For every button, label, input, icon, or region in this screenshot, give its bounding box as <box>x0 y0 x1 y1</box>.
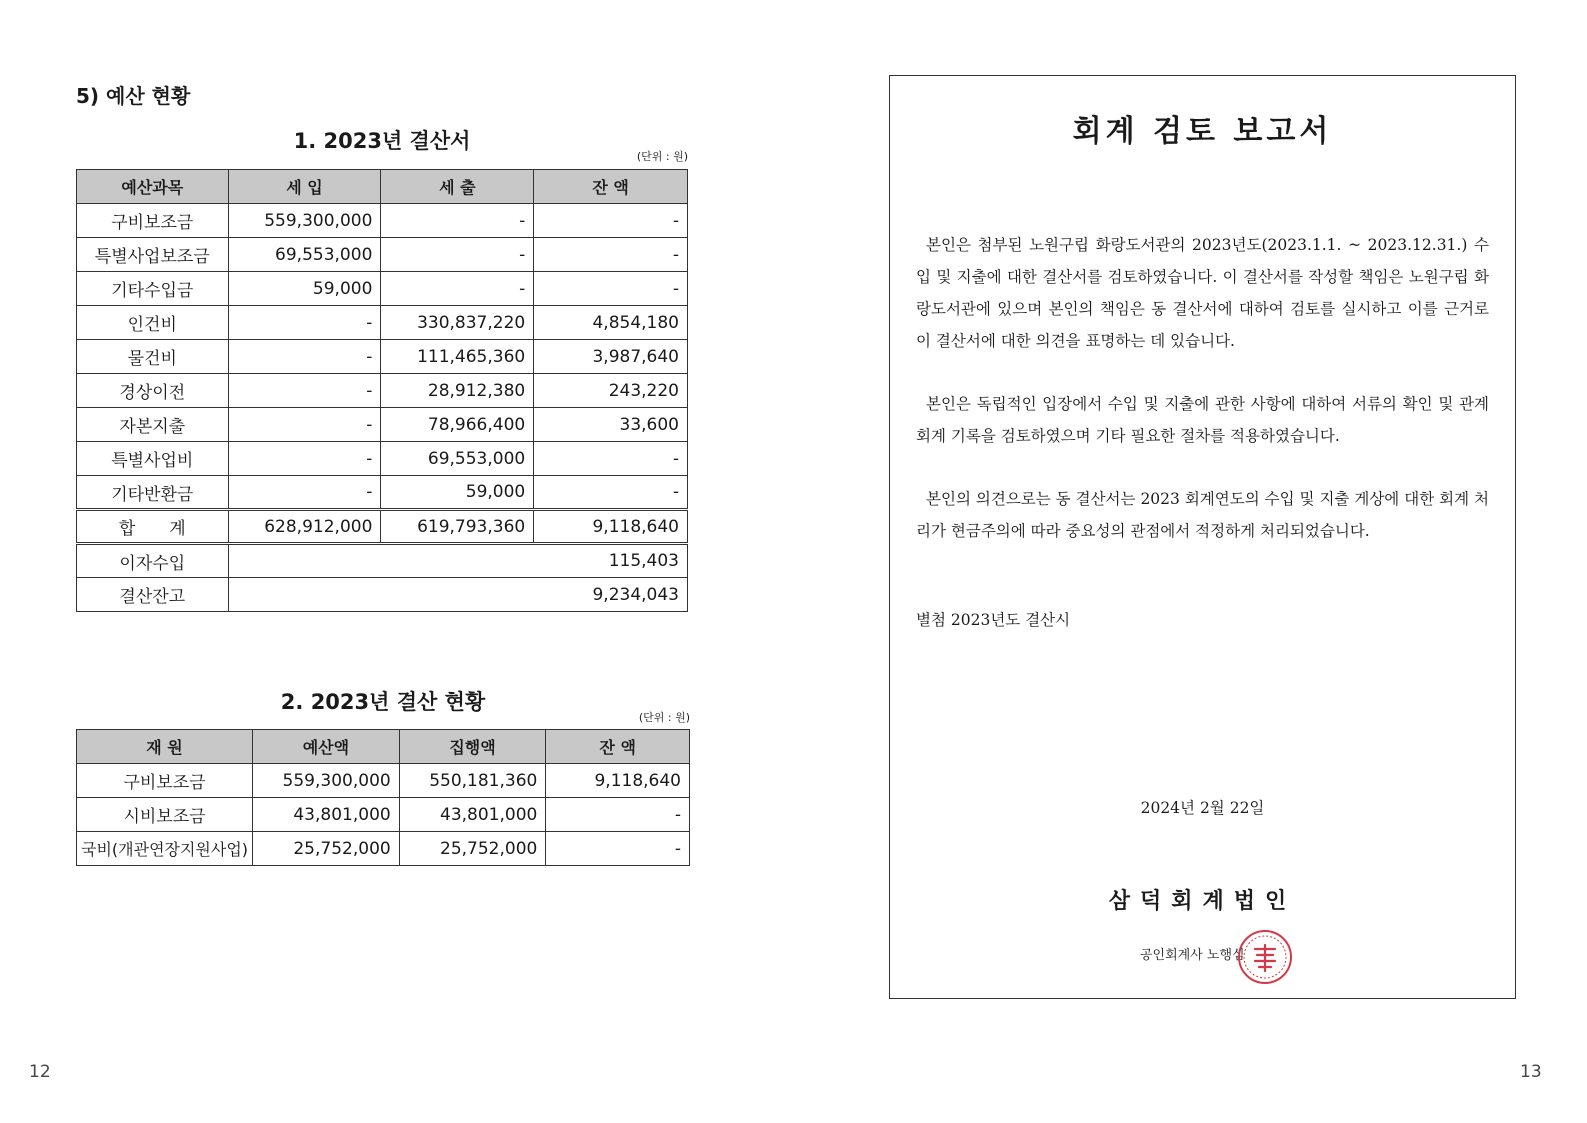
row-value: - <box>534 442 688 476</box>
interest-value: 115,403 <box>228 544 687 578</box>
row-value: - <box>534 476 688 510</box>
row-value: - <box>228 408 381 442</box>
row-value: - <box>228 374 381 408</box>
row-value: - <box>228 340 381 374</box>
table-row <box>77 272 688 306</box>
page-number-right: 13 <box>1520 1062 1542 1082</box>
row-value: 33,600 <box>534 408 688 442</box>
row-label: 물건비 <box>77 340 229 374</box>
balance-row <box>77 578 688 612</box>
row-label: 기타반환금 <box>77 476 229 510</box>
report-paragraph-3: 본인의 의견으로는 동 결산서는 2023 회계연도의 수입 및 지출 게상에 대한 회계 처리가 현금주의에 따라 중요성의 관점에서 적정하게 처리되었습니다. <box>916 490 1489 540</box>
row-value: 25,752,000 <box>253 832 400 866</box>
row-value: 59,000 <box>228 272 381 306</box>
row-value: 559,300,000 <box>253 764 400 798</box>
row-value: 43,801,000 <box>253 798 400 832</box>
header-cell: 잔 액 <box>534 170 688 204</box>
row-value: 28,912,380 <box>381 374 534 408</box>
header-cell: 잔 액 <box>546 730 690 764</box>
row-value: - <box>534 238 688 272</box>
total-expenditure: 619,793,360 <box>381 510 534 544</box>
signer-name: 공인회계사 노행심 <box>1140 948 1245 963</box>
table-row <box>77 798 690 832</box>
table-row <box>77 764 690 798</box>
balance-label: 결산잔고 <box>77 578 229 612</box>
firm-name: 삼덕회계법인 <box>1108 888 1297 914</box>
settlement-table <box>76 169 688 612</box>
header-cell: 재 원 <box>77 730 253 764</box>
row-label: 국비(개관연장지원사업) <box>77 832 253 866</box>
row-value: 69,553,000 <box>228 238 381 272</box>
row-label: 인건비 <box>77 306 229 340</box>
row-value: 330,837,220 <box>381 306 534 340</box>
table2-title: 2. 2023년 결산 현황 <box>280 690 486 714</box>
total-balance: 9,118,640 <box>534 510 688 544</box>
row-value: - <box>534 204 688 238</box>
header-cell: 집행액 <box>399 730 546 764</box>
balance-value: 9,234,043 <box>228 578 687 612</box>
table2-unit-note: (단위 : 원) <box>638 711 690 724</box>
row-value: 550,181,360 <box>399 764 546 798</box>
header-cell: 세 입 <box>228 170 381 204</box>
interest-label: 이자수입 <box>77 544 229 578</box>
table-row <box>77 340 688 374</box>
row-value: - <box>228 442 381 476</box>
review-report <box>889 75 1516 999</box>
table-row <box>77 374 688 408</box>
row-value: 559,300,000 <box>228 204 381 238</box>
table-row <box>77 204 688 238</box>
row-value: 3,987,640 <box>534 340 688 374</box>
official-seal-icon <box>1237 929 1293 985</box>
row-value: 111,465,360 <box>381 340 534 374</box>
funding-status-table <box>76 729 690 866</box>
row-value: - <box>546 798 690 832</box>
total-row <box>77 510 688 544</box>
report-paragraph-1: 본인은 첨부된 노원구립 화랑도서관의 2023년도(2023.1.1. ~ 2023.12.31.) 수입 및 지출에 대한 결산서를 검토하였습니다. 이 결산서를 작성할 책임은 노원구립 화랑도서관에 있으며 본인의 책임은 동 결산서에 대하여 검토를 실시하고 이를 근거로 이 결산서에 대한 의견을 표명하는 데 있습니다. <box>916 236 1489 350</box>
row-value: - <box>381 238 534 272</box>
page-number-left: 12 <box>29 1062 51 1082</box>
row-value: - <box>381 272 534 306</box>
table-row <box>77 832 690 866</box>
row-label: 시비보조금 <box>77 798 253 832</box>
row-label: 특별사업보조금 <box>77 238 229 272</box>
total-revenue: 628,912,000 <box>228 510 381 544</box>
row-value: 25,752,000 <box>399 832 546 866</box>
row-label: 자본지출 <box>77 408 229 442</box>
table-row <box>77 408 688 442</box>
header-cell: 예산과목 <box>77 170 229 204</box>
table-row <box>77 476 688 510</box>
interest-row <box>77 544 688 578</box>
row-value: 243,220 <box>534 374 688 408</box>
row-value: - <box>534 272 688 306</box>
total-label: 합 계 <box>77 510 229 544</box>
table-header-row <box>77 730 690 764</box>
row-label: 특별사업비 <box>77 442 229 476</box>
table-row <box>77 442 688 476</box>
report-title: 회계 검토 보고서 <box>1072 114 1333 149</box>
row-value: 43,801,000 <box>399 798 546 832</box>
row-value: 4,854,180 <box>534 306 688 340</box>
header-cell: 예산액 <box>253 730 400 764</box>
row-label: 구비보조금 <box>77 764 253 798</box>
header-cell: 세 출 <box>381 170 534 204</box>
table1-unit-note: (단위 : 원) <box>636 150 688 163</box>
attachment-note: 별첨 2023년도 결산시 <box>916 611 1071 629</box>
row-label: 경상이전 <box>77 374 229 408</box>
row-value: 59,000 <box>381 476 534 510</box>
section-heading: 5) 예산 현황 <box>76 84 191 108</box>
report-paragraph-2: 본인은 독립적인 입장에서 수입 및 지출에 관한 사항에 대하여 서류의 확인 및 관계 회계 기록을 검토하였으며 기타 필요한 절차를 적용하였습니다. <box>916 395 1489 445</box>
table1-title: 1. 2023년 결산서 <box>293 129 471 153</box>
row-value: 69,553,000 <box>381 442 534 476</box>
row-value: - <box>381 204 534 238</box>
table-row <box>77 238 688 272</box>
row-value: - <box>228 306 381 340</box>
report-date: 2024년 2월 22일 <box>1140 799 1265 817</box>
row-label: 구비보조금 <box>77 204 229 238</box>
row-value: - <box>228 476 381 510</box>
row-label: 기타수입금 <box>77 272 229 306</box>
row-value: 9,118,640 <box>546 764 690 798</box>
table-header-row <box>77 170 688 204</box>
table-row <box>77 306 688 340</box>
row-value: - <box>546 832 690 866</box>
row-value: 78,966,400 <box>381 408 534 442</box>
